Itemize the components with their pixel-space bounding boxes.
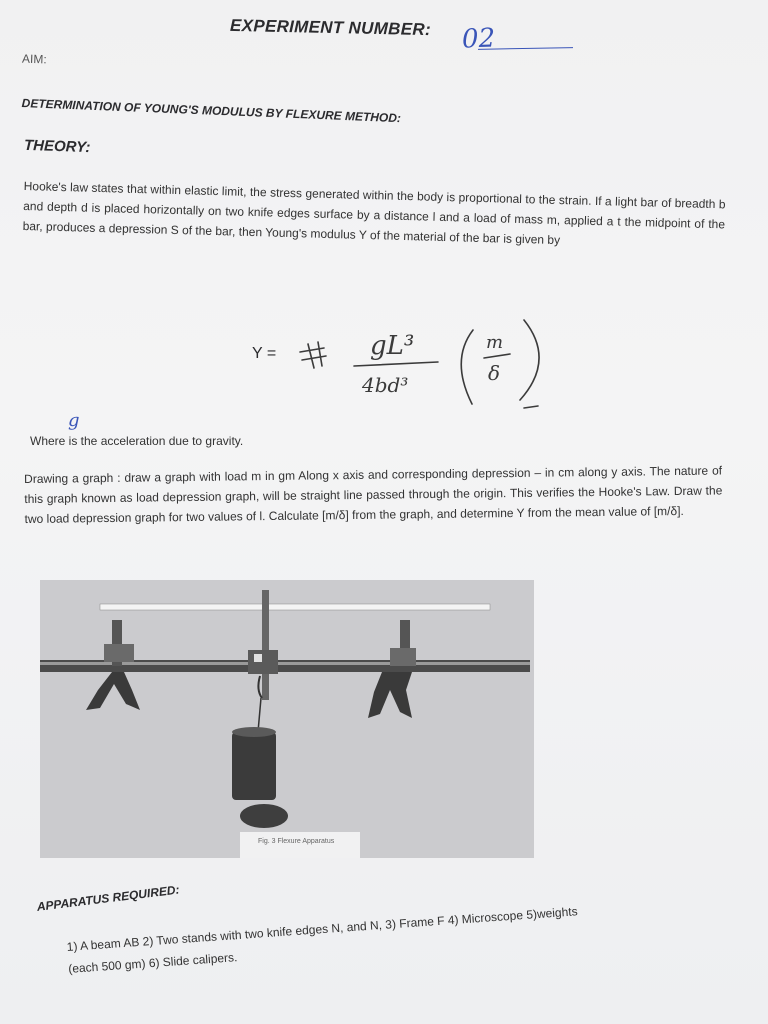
experiment-number: 02 [461,23,496,55]
theory-paragraph: Hooke's law states that within elastic limit, the stress generated within the body is proportional to the strain. If a light bar of breadth b and depth d is placed horizontally on two knife edges surface by a distance l and a load of mass m, applied a t the midpoint of the bar, produces a depression S of the bar, then Young's modulus Y of the material of the bar is given by [22,178,726,248]
experiment-title: EXPERIMENT NUMBER: [229,15,432,40]
where-text: Where is the acceleration due to gravity. [30,434,244,448]
formula-lhs: Y = [252,345,277,362]
formula-denominator: 4bd³ [362,373,409,397]
apparatus-line-2: (each 500 gm) 6) Slide calipers. [67,950,238,976]
flexure-apparatus-figure [40,580,534,858]
theory-heading: THEORY: [23,136,91,157]
apparatus-heading: APPARATUS REQUIRED: [36,882,181,914]
apparatus-list [66,900,580,980]
apparatus-line-1: 1) A beam AB 2) Two stands with two knife edges N, and N, 3) Frame F 4) Microscope 5)weights [66,904,579,954]
graph-paragraph: Drawing a graph : draw a graph with load m in gm Along x axis and corresponding depression – in cm along y axis. The nature of this graph known as load depression graph, will be straight line passed through the origin. This verifies the Hooke's Law. Draw the two load depression graph for two values of l. Calculate [m/δ] from the graph, and determine Y from the mean value of [m/δ]. [24,463,723,526]
formula-delta: δ [488,361,501,385]
formula-m: m [486,332,504,353]
g-annotation: g [68,410,80,431]
formula-handwritten [288,300,548,410]
formula-numerator: gL³ [370,331,415,361]
figure-caption: Fig. 3 Flexure Apparatus [258,838,335,845]
aim-label: AIM: [21,51,47,67]
experiment-subject: DETERMINATION OF YOUNG'S MODULUS BY FLEXURE METHOD: [21,96,402,126]
apparatus-illustration [40,580,534,858]
